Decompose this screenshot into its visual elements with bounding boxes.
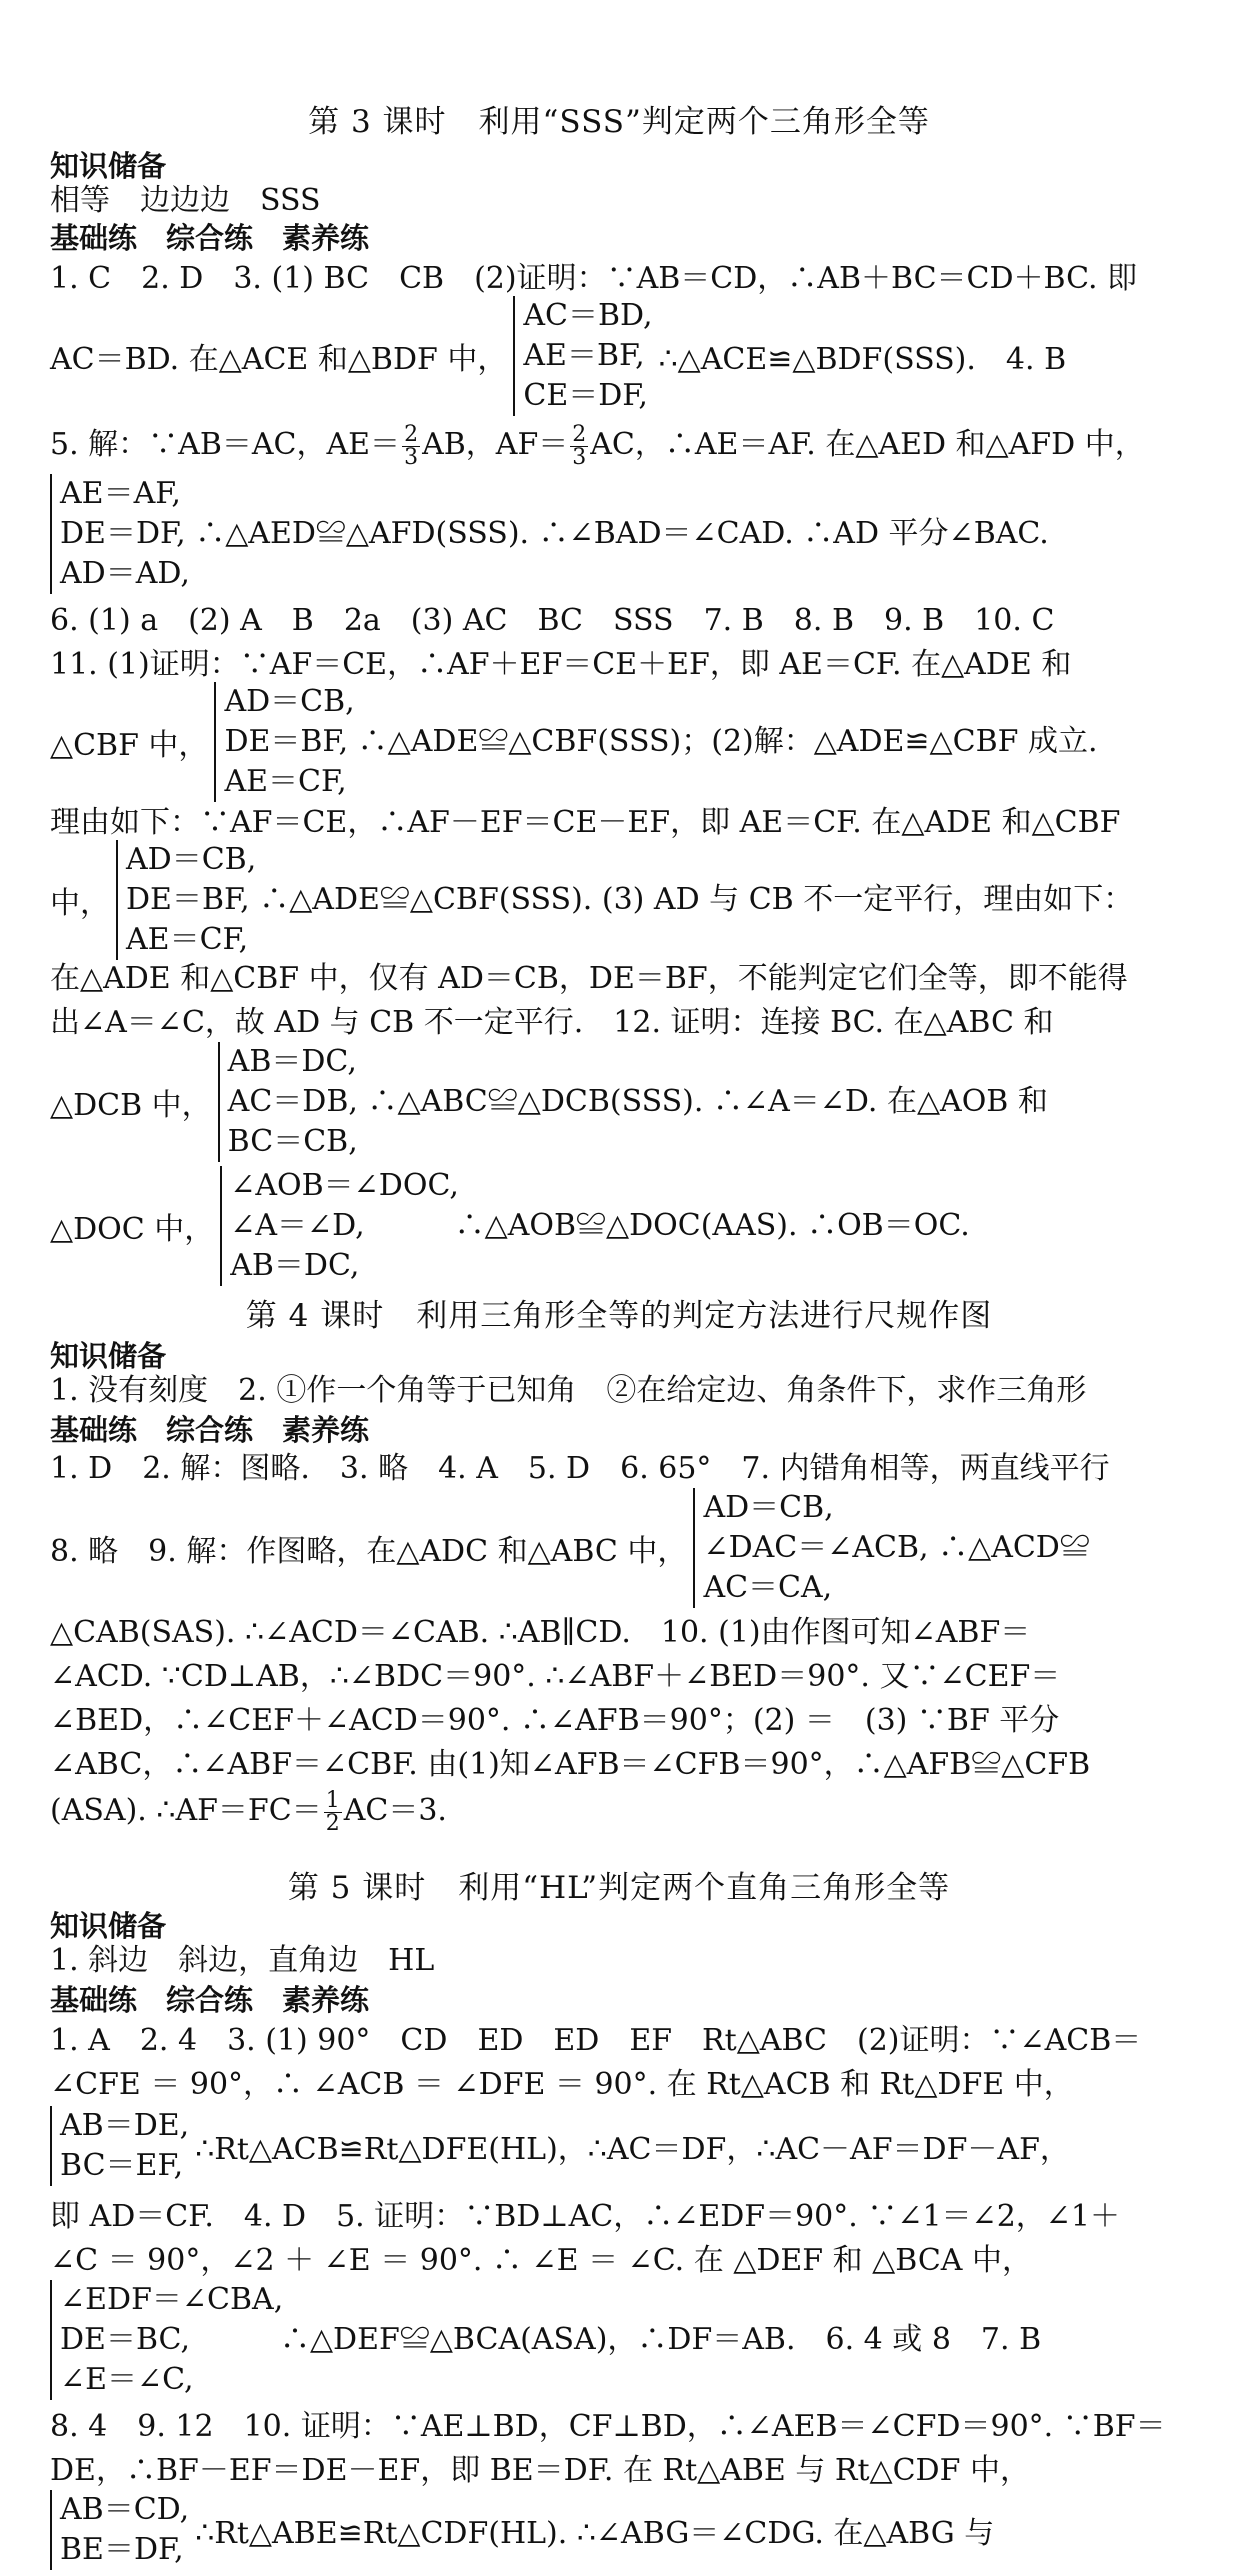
equation-system-brace [218, 1042, 1048, 1162]
lesson3-title: 第 3 课时 利用“SSS”判定两个三角形全等 [308, 104, 930, 140]
lesson3-line: 11. (1)证明：∵AF＝CE，∴AF＋EF＝CE＋EF，即 AE＝CF. 在△ADE 和 [50, 647, 1072, 682]
system-line: AB＝DE, [60, 2108, 190, 2143]
equation-system-brace [50, 2106, 189, 2186]
system-line: AE＝AF, [60, 476, 181, 511]
lesson3-knowledge-heading: 知识储备 [50, 149, 167, 183]
lesson5-line: DE，∴BF－EF＝DE－EF，即 BE＝DF. 在 Rt△ABE 与 Rt△CDF 中， [50, 2453, 1030, 2488]
lesson5-knowledge-text: 1. 斜边 斜边，直角边 HL [50, 1943, 435, 1978]
lesson3-line: 1. C 2. D 3. (1) BC CB (2)证明：∵AB＝CD，∴AB＋BC＝CD＋BC. 即 [50, 261, 1138, 296]
lesson3-line: 理由如下：∵AF＝CE，∴AF－EF＝CE－EF，即 AE＝CF. 在△ADE 和△CBF [50, 805, 1121, 840]
lesson5-practice-heading: 基础练 综合练 素养练 [50, 1983, 370, 2017]
lesson4-line-with-fraction [50, 1788, 1190, 1835]
lesson4-title: 第 4 课时 利用三角形全等的判定方法进行尺规作图 [245, 1298, 993, 1334]
lesson3-system-row [50, 1042, 1190, 1162]
system-line: BE＝DF, [60, 2532, 184, 2567]
system-line: AB＝DC, [227, 1044, 357, 1079]
system-line: AC＝CA, [703, 1570, 833, 1605]
system-line: AB＝CD, [60, 2492, 190, 2527]
system-line: ∠DAC＝∠ACB, ∴△ACD≌ [703, 1530, 1090, 1565]
lesson4-system-row [50, 1488, 1190, 1608]
lesson4-line: ∠ACD. ∵CD⊥AB，∴∠BDC＝90°. ∴∠ABF＋∠BED＝90°. 又∵∠CEF＝ [50, 1659, 1061, 1694]
system-line: BC＝EF, [60, 2148, 184, 2183]
fraction-numerator: 2 [404, 421, 419, 447]
equation-system-brace [513, 296, 652, 416]
system-line: AE＝CF, [224, 764, 347, 799]
lesson3-line: 在△ADE 和△CBF 中，仅有 AD＝CB，DE＝BF，不能判定它们全等，即不能得 [50, 961, 1128, 996]
lesson3-line-with-fractions [50, 422, 1190, 469]
fraction [402, 421, 420, 470]
lesson3-system-row [50, 1166, 1190, 1286]
text-segment: 5. 解：∵AB＝AC，AE＝ [50, 427, 401, 462]
fraction-numerator: 2 [572, 421, 587, 447]
system-line: AC＝BD, [523, 298, 653, 333]
lesson4-line: 1. D 2. 解：图略. 3. 略 4. A 5. D 6. 65° 7. 内错角相等，两直线平行 [50, 1451, 1110, 1486]
system-line: DE＝BF, ∴△ADE≌△CBF(SSS)；(2)解：△ADE≌△CBF 成立. [224, 724, 1098, 759]
equation-system-brace [116, 840, 1133, 960]
system-line: ∠EDF＝∠CBA, [60, 2282, 284, 2317]
lesson3-system-row [50, 682, 1190, 802]
lesson3-system-row [50, 296, 1190, 416]
equation-system-brace [50, 2490, 189, 2570]
lesson5-title: 第 5 课时 利用“HL”判定两个直角三角形全等 [287, 1870, 951, 1906]
text-segment: 8. 略 9. 解：作图略，在△ADC 和△ABC 中， [50, 1534, 688, 1569]
system-line: AC＝DB, ∴△ABC≌△DCB(SSS). ∴∠A＝∠D. 在△AOB 和 [227, 1084, 1048, 1119]
text-segment: AC＝BD. 在△ACE 和△BDF 中， [50, 342, 508, 377]
lesson5-knowledge-heading: 知识储备 [50, 1909, 167, 1943]
lesson5-system-row [50, 2106, 1190, 2186]
system-line: AE＝CF, [126, 922, 249, 957]
lesson3-line: 出∠A＝∠C，故 AD 与 CB 不一定平行. 12. 证明：连接 BC. 在△ABC 和 [50, 1005, 1054, 1040]
system-line: AD＝AD, [60, 556, 190, 591]
fraction-denominator: 3 [572, 444, 587, 470]
system-line: AB＝DC, [230, 1248, 360, 1283]
lesson3-system-row [50, 474, 1190, 594]
text-segment: ∴Rt△ABE≌Rt△CDF(HL). ∴∠ABG＝∠CDG. 在△ABG 与 [195, 2516, 995, 2551]
text-segment: ∴△ACE≌△BDF(SSS). 4. B [658, 342, 1067, 377]
text-segment: (ASA). ∴AF＝FC＝ [50, 1793, 322, 1828]
fraction [570, 421, 588, 470]
text-segment: △DCB 中， [50, 1088, 212, 1123]
system-line: AE＝BF, [523, 338, 645, 373]
lesson5-line: ∠CFE ＝ 90°，∴ ∠ACB ＝ ∠DFE ＝ 90°. 在 Rt△ACB 和 Rt△DFE 中， [50, 2067, 1074, 2102]
text-segment: △DOC 中， [50, 1212, 215, 1247]
system-line: DE＝BF, ∴△ADE≌△CBF(SSS). (3) AD 与 CB 不一定平行，理由如下： [126, 882, 1134, 917]
text-segment: AC＝3. [343, 1793, 447, 1828]
system-line: DE＝DF, ∴△AED≌△AFD(SSS). ∴∠BAD＝∠CAD. ∴AD 平分∠BAC. [60, 516, 1049, 551]
lesson4-line: ∠ABC，∴∠ABF＝∠CBF. 由(1)知∠AFB＝∠CFB＝90°，∴△AFB≌△CFB [50, 1747, 1091, 1782]
lesson5-line: 即 AD＝CF. 4. D 5. 证明：∵BD⊥AC，∴∠EDF＝90°. ∵∠1＝∠2，∠1＋ [50, 2199, 1121, 2234]
lesson5-system-row [50, 2490, 1190, 2570]
system-line: AD＝CB, [703, 1490, 834, 1525]
lesson4-line: △CAB(SAS). ∴∠ACD＝∠CAB. ∴AB∥CD. 10. (1)由作图可知∠ABF＝ [50, 1615, 1031, 1650]
lesson3-system-row [50, 840, 1190, 960]
system-line: ∠A＝∠D, ∴△AOB≌△DOC(AAS). ∴OB＝OC. [230, 1208, 970, 1243]
fraction-denominator: 2 [325, 1810, 340, 1836]
fraction-denominator: 3 [404, 444, 419, 470]
lesson4-knowledge-text: 1. 没有刻度 2. ①作一个角等于已知角 ②在给定边、角条件下，求作三角形 [50, 1373, 1087, 1408]
fraction [324, 1787, 342, 1836]
equation-system-brace [220, 1166, 970, 1286]
lesson3-line: 6. (1) a (2) A B 2a (3) AC BC SSS 7. B 8. B 9. B 10. C [50, 603, 1055, 638]
system-line: ∠E＝∠C, [60, 2362, 194, 2397]
system-line: AD＝CB, [126, 842, 257, 877]
equation-system-brace [50, 2280, 1041, 2400]
equation-system-brace [214, 682, 1097, 802]
text-segment: AB，AF＝ [422, 427, 569, 462]
lesson5-line: 1. A 2. 4 3. (1) 90° CD ED ED EF Rt△ABC (2)证明：∵∠ACB＝ [50, 2023, 1142, 2058]
system-line: CE＝DF, [523, 378, 648, 413]
fraction-numerator: 1 [325, 1787, 340, 1813]
text-segment: 中， [50, 886, 110, 921]
system-line: AD＝CB, [224, 684, 355, 719]
system-line: DE＝BC, ∴△DEF≌△BCA(ASA)，∴DF＝AB. 6. 4 或 8 7. B [60, 2322, 1042, 2357]
system-line: ∠AOB＝∠DOC, [230, 1168, 459, 1203]
text-segment: AC，∴AE＝AF. 在△AED 和△AFD 中， [590, 427, 1145, 462]
lesson5-line: 8. 4 9. 12 10. 证明：∵AE⊥BD，CF⊥BD，∴∠AEB＝∠CFD＝90°. ∵BF＝ [50, 2409, 1166, 2444]
lesson5-line: ∠C ＝ 90°，∠2 ＋ ∠E ＝ 90°. ∴ ∠E ＝ ∠C. 在 △DEF 和 △BCA 中， [50, 2243, 1033, 2278]
lesson4-practice-heading: 基础练 综合练 素养练 [50, 1413, 370, 1447]
equation-system-brace [693, 1488, 1089, 1608]
equation-system-brace [50, 474, 1049, 594]
system-line: BC＝CB, [227, 1124, 358, 1159]
lesson4-line: ∠BED，∴∠CEF＋∠ACD＝90°. ∴∠AFB＝90°；(2) ＝ (3) ∵BF 平分 [50, 1703, 1060, 1738]
lesson3-practice-heading: 基础练 综合练 素养练 [50, 221, 370, 255]
lesson3-knowledge-text: 相等 边边边 SSS [50, 183, 321, 218]
text-segment: △CBF 中， [50, 728, 209, 763]
lesson4-knowledge-heading: 知识储备 [50, 1339, 167, 1373]
text-segment: ∴Rt△ACB≌Rt△DFE(HL)，∴AC＝DF，∴AC－AF＝DF－AF， [195, 2132, 1070, 2167]
lesson5-system-row [50, 2280, 1190, 2400]
